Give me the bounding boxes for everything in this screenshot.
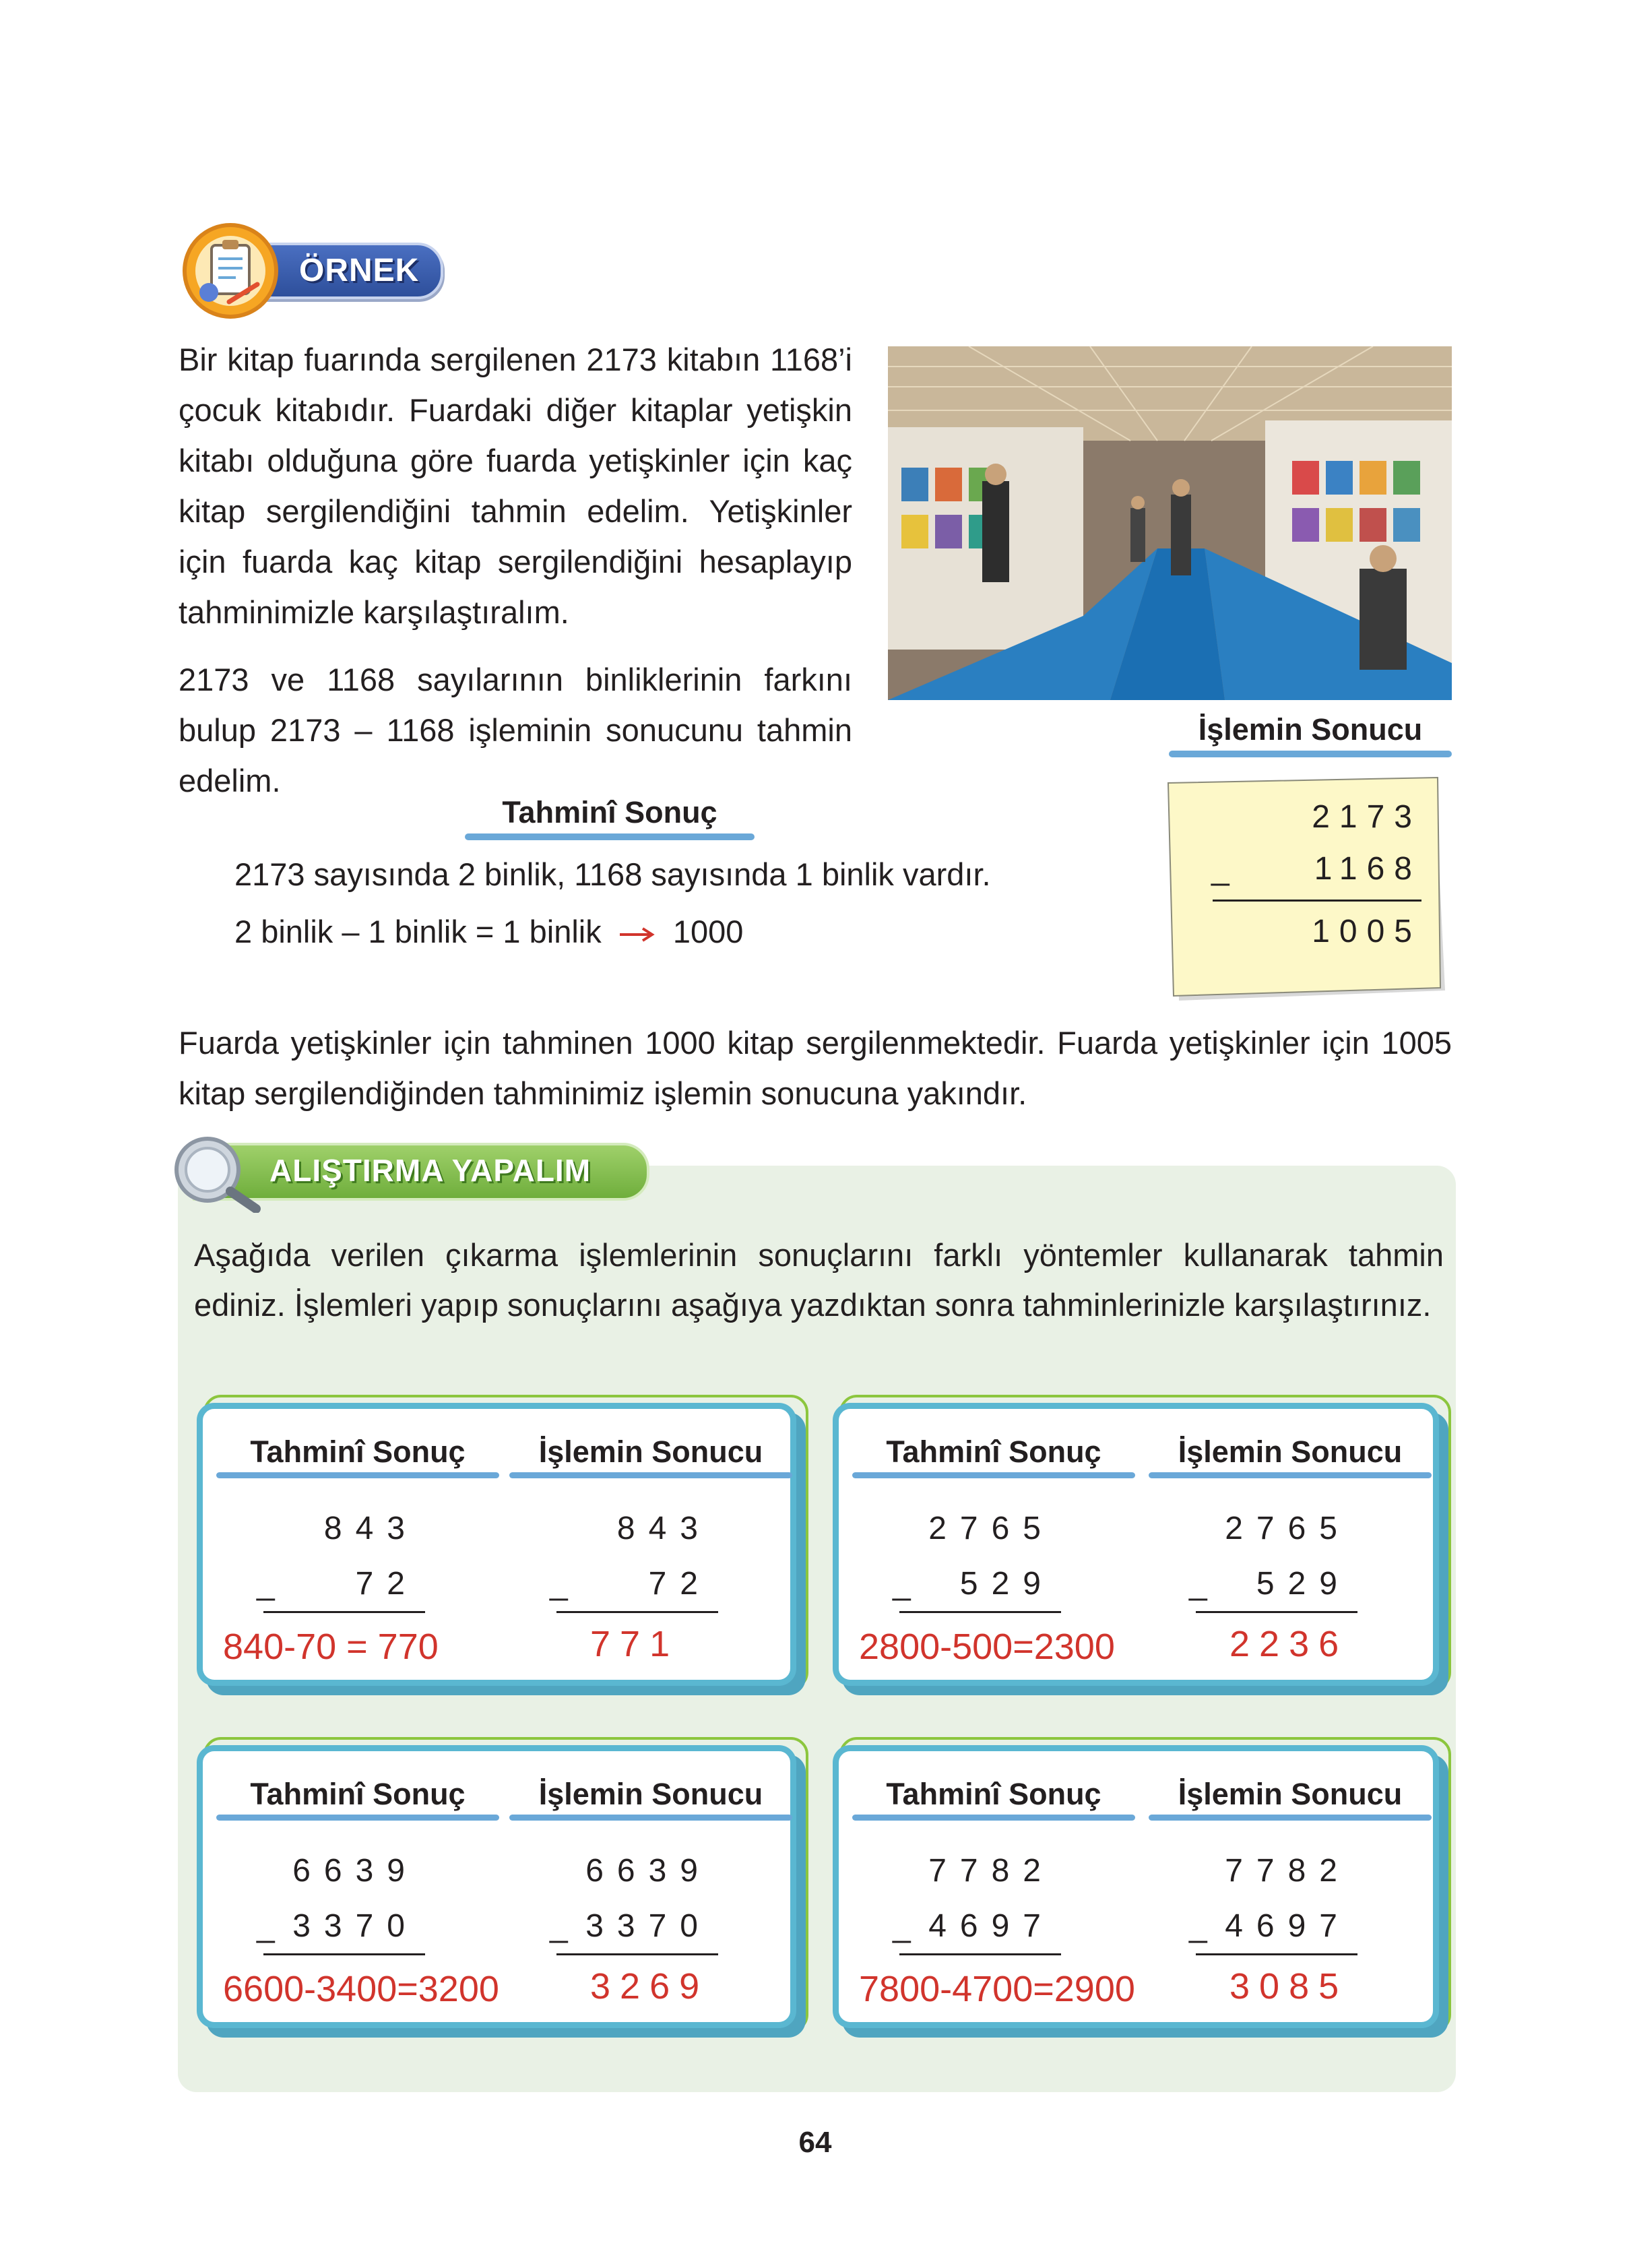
result-answer: 3085 [1229,1966,1349,2007]
result-minus-sign: _ [550,1908,568,1944]
result-answer: 3269 [590,1966,709,2007]
result-heading-underline [509,1815,792,1821]
result-heading: İşlemin Sonucu [1178,1435,1403,1469]
result-minus-sign: _ [550,1566,568,1602]
example-badge [182,222,451,323]
result-rule [556,1953,718,1955]
estimate-minuend: 7782 [928,1853,1054,1889]
example-badge-label: ÖRNEK [299,253,420,288]
estimate-line-1: 2173 sayısında 2 binlik, 1168 sayısında 1 binlik vardır. [234,856,991,892]
result-subtrahend: 4697 [1225,1908,1351,1944]
result-minus-sign: _ [1189,1908,1207,1944]
estimate-line-2-row [234,913,743,950]
estimate-answer: 840-70 = 770 [223,1627,439,1667]
result-subtrahend: 529 [1256,1566,1351,1602]
estimate-minuend: 843 [323,1511,418,1546]
result-answer: 771 [590,1624,680,1664]
exercise-card [833,1745,1439,2028]
result-heading: İşlemin Sonucu [538,1435,763,1469]
exercise-card [197,1745,796,2028]
estimate-heading-underline [216,1815,499,1821]
result-heading-underline [1149,1472,1432,1478]
clipboard-icon [182,222,283,323]
estimate-minus-sign: _ [893,1908,911,1944]
operation-result: 1005 [1312,914,1421,949]
estimate-rule [263,1953,425,1955]
estimate-minus-sign: _ [257,1566,275,1602]
exercise-badge-label: ALIŞTIRMA YAPALIM [269,1153,591,1188]
example-paragraph-1: Bir kitap fuarında sergilenen 2173 kitabın 1168’i çocuk kitabıdır. Fuardaki diğer kitaplar yetişkin kitabı olduğuna göre fuarda yetişkinler için kaç kitap sergilendiğini tahmin edelim. Yetişkinler için fuarda kaç kitap sergilendiğini hesaplayıp tahminimizle karşılaştıralım. [179,342,852,630]
result-minuend: 843 [616,1511,711,1546]
estimate-rule [899,1953,1061,1955]
example-paragraph-2: 2173 ve 1168 sayılarının binliklerinin farkını bulup 2173 – 1168 işleminin sonucunu tahmin edelim. [179,662,852,798]
operation-minus: _ [1211,851,1239,887]
estimate-heading-underline [465,833,755,840]
result-rule [1196,1611,1357,1613]
estimate-heading-underline [852,1815,1135,1821]
estimate-heading-underline [216,1472,499,1478]
estimate-heading: Tahminî Sonuç [502,795,717,829]
result-heading-underline [1169,751,1452,757]
estimate-heading-underline [852,1472,1135,1478]
result-heading: İşlemin Sonucu [1178,1777,1403,1811]
estimate-answer: 6600-3400=3200 [223,1969,499,2009]
estimate-subtrahend: 3370 [292,1908,418,1944]
example-conclusion: Fuarda yetişkinler için tahminen 1000 kitap sergilenmektedir. Fuarda yetişkinler için 1005 kitap sergilendiğinden tahminimiz işlemin sonucuna yakındır. [179,1025,1452,1111]
estimate-heading: Tahminî Sonuç [250,1777,466,1811]
estimate-heading: Tahminî Sonuç [886,1777,1101,1811]
result-heading-underline [1149,1815,1432,1821]
exercise-badge [166,1132,651,1213]
result-heading: İşlemin Sonucu [1198,712,1423,747]
result-heading: İşlemin Sonucu [538,1777,763,1811]
book-fair-photo [888,346,1452,700]
arrow-right-icon [617,924,658,945]
exercise-card [197,1403,796,1686]
estimate-result: 1000 [672,914,744,949]
exercise-instructions: Aşağıda verilen çıkarma işlemlerinin sonuçlarını farklı yöntemler kullanarak tahmin ediniz. İşlemleri yapıp sonuçlarını aşağıya yazdıktan sonra tahminlerinizle karşılaştırınız. [194,1237,1444,1323]
result-answer: 2236 [1229,1624,1349,1664]
result-minus-sign: _ [1189,1566,1207,1602]
estimate-rule [263,1611,425,1613]
result-subtrahend: 3370 [585,1908,711,1944]
operation-bottom: 1168 [1314,851,1421,887]
operation-note [1165,775,1448,1004]
exercise-card [833,1403,1439,1686]
result-heading-underline [509,1472,792,1478]
result-rule [1196,1953,1357,1955]
operation-top: 2173 [1312,799,1421,835]
estimate-minuend: 2765 [928,1511,1054,1546]
estimate-heading: Tahminî Sonuç [886,1435,1101,1469]
example-badge-pill [256,243,443,299]
result-minuend: 6639 [585,1853,711,1889]
estimate-minus-sign: _ [893,1566,911,1602]
page-number: 64 [798,2126,832,2159]
result-subtrahend: 72 [648,1566,711,1602]
magnifier-icon [166,1132,267,1213]
result-rule [556,1611,718,1613]
estimate-subtrahend: 72 [355,1566,418,1602]
result-minuend: 2765 [1225,1511,1351,1546]
estimate-minuend: 6639 [292,1853,418,1889]
estimate-rule [899,1611,1061,1613]
operation-rule [1213,900,1421,902]
estimate-heading: Tahminî Sonuç [250,1435,466,1469]
result-minuend: 7782 [1225,1853,1351,1889]
estimate-subtrahend: 529 [959,1566,1054,1602]
estimate-answer: 7800-4700=2900 [859,1969,1135,2009]
estimate-line-2: 2 binlik – 1 binlik = 1 binlik [234,914,602,949]
estimate-answer: 2800-500=2300 [859,1627,1115,1667]
estimate-minus-sign: _ [257,1908,275,1944]
estimate-subtrahend: 4697 [928,1908,1054,1944]
